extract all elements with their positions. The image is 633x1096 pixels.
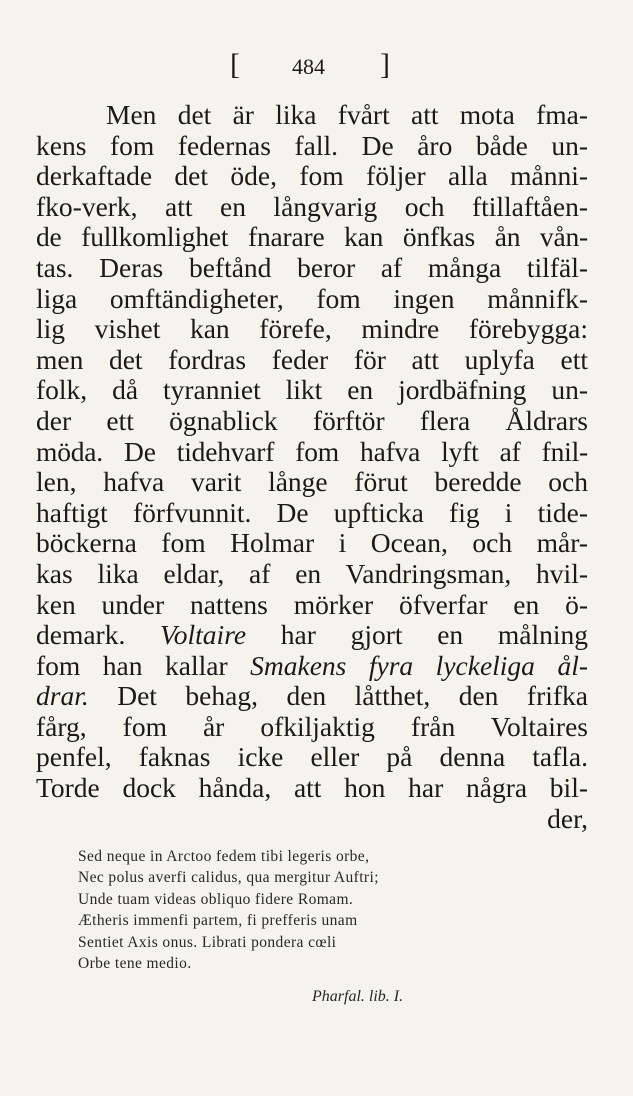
text-line bbox=[36, 651, 588, 682]
footnote-line: Ætheris immenfi partem, fi prefferis unam bbox=[78, 912, 358, 930]
text-line: folk, då tyranniet likt en jordbäfning un- bbox=[36, 374, 588, 406]
text-line: der ett ögnablick förftör flera Åldrars bbox=[36, 404, 588, 436]
footnote-line: Sentiet Axis onus. Librati pondera cœli bbox=[78, 933, 337, 951]
text-line: fårg, fom år ofkiljaktig från Voltaires bbox=[36, 710, 588, 742]
work-title-end: drar. bbox=[36, 680, 89, 712]
footnote-attribution: Pharfal. lib. I. bbox=[312, 988, 404, 1005]
text-line: tas. Deras beftånd beror af många tilfäl- bbox=[36, 251, 588, 283]
right-bracket: ] bbox=[380, 48, 390, 81]
catchword: der, bbox=[547, 802, 588, 834]
page-number: 484 bbox=[292, 54, 325, 79]
footnote-line: Unde tuam videas obliquo fidere Romam. bbox=[78, 890, 354, 908]
footnote-verse bbox=[78, 846, 498, 974]
footnote-line: Sed neque in Arctoo fedem tibi legeris orbe, bbox=[78, 848, 370, 865]
main-text bbox=[36, 100, 588, 834]
text-line: kas lika eldar, af en Vandringsman, hvil- bbox=[36, 557, 588, 589]
text-fragment: fom han kallar bbox=[36, 649, 251, 681]
text-line: lig vishet kan förefe, mindre förebygga: bbox=[36, 313, 588, 345]
text-line: möda. De tidehvarf fom hafva lyft af fnil- bbox=[36, 435, 588, 467]
text-line: Men det är lika fvårt att mota fma- bbox=[106, 99, 588, 130]
text-line: fko-verk, att en långvarig och ftillaftåen- bbox=[36, 190, 588, 222]
text-line: penfel, faknas icke eller på denna tafla. bbox=[36, 741, 588, 773]
text-line: haftigt förfvunnit. De upfticka fig i tide- bbox=[36, 496, 588, 528]
left-bracket: [ bbox=[230, 48, 240, 81]
text-line: liga omftändigheter, fom ingen månnifk- bbox=[36, 282, 588, 314]
text-line bbox=[36, 681, 588, 712]
text-line: derkaftade det öde, fom följer alla månni- bbox=[36, 160, 588, 192]
text-line: kens fom federnas fall. De åro både un- bbox=[36, 129, 588, 161]
text-line: len, hafva varit långe förut beredde och bbox=[36, 466, 588, 498]
work-title: Smakens fyra lyckeliga ål- bbox=[250, 649, 588, 681]
text-fragment: Det behag, den låtthet, den frifka bbox=[88, 680, 588, 712]
text-fragment: har gjort en målning bbox=[246, 619, 588, 651]
text-line: men det fordras feder för att uplyfa ett bbox=[36, 343, 588, 375]
text-line: böckerna fom Holmar i Ocean, och mår- bbox=[36, 527, 588, 559]
text-line: ken under nattens mörker öfverfar en ö- bbox=[36, 588, 588, 620]
text-line: de fullkomlighet fnarare kan önfkas ån vån- bbox=[36, 221, 588, 253]
text-fragment: demark. bbox=[36, 619, 161, 651]
footnote-line: Orbe tene medio. bbox=[78, 954, 192, 972]
text-line: Torde dock hånda, att hon har några bil- bbox=[36, 772, 588, 804]
footnote-line: Nec polus averfi calidus, qua mergitur Auftri; bbox=[78, 869, 379, 887]
text-line bbox=[36, 620, 588, 651]
page-header bbox=[0, 48, 633, 88]
voltaire-name: Voltaire bbox=[160, 619, 247, 651]
